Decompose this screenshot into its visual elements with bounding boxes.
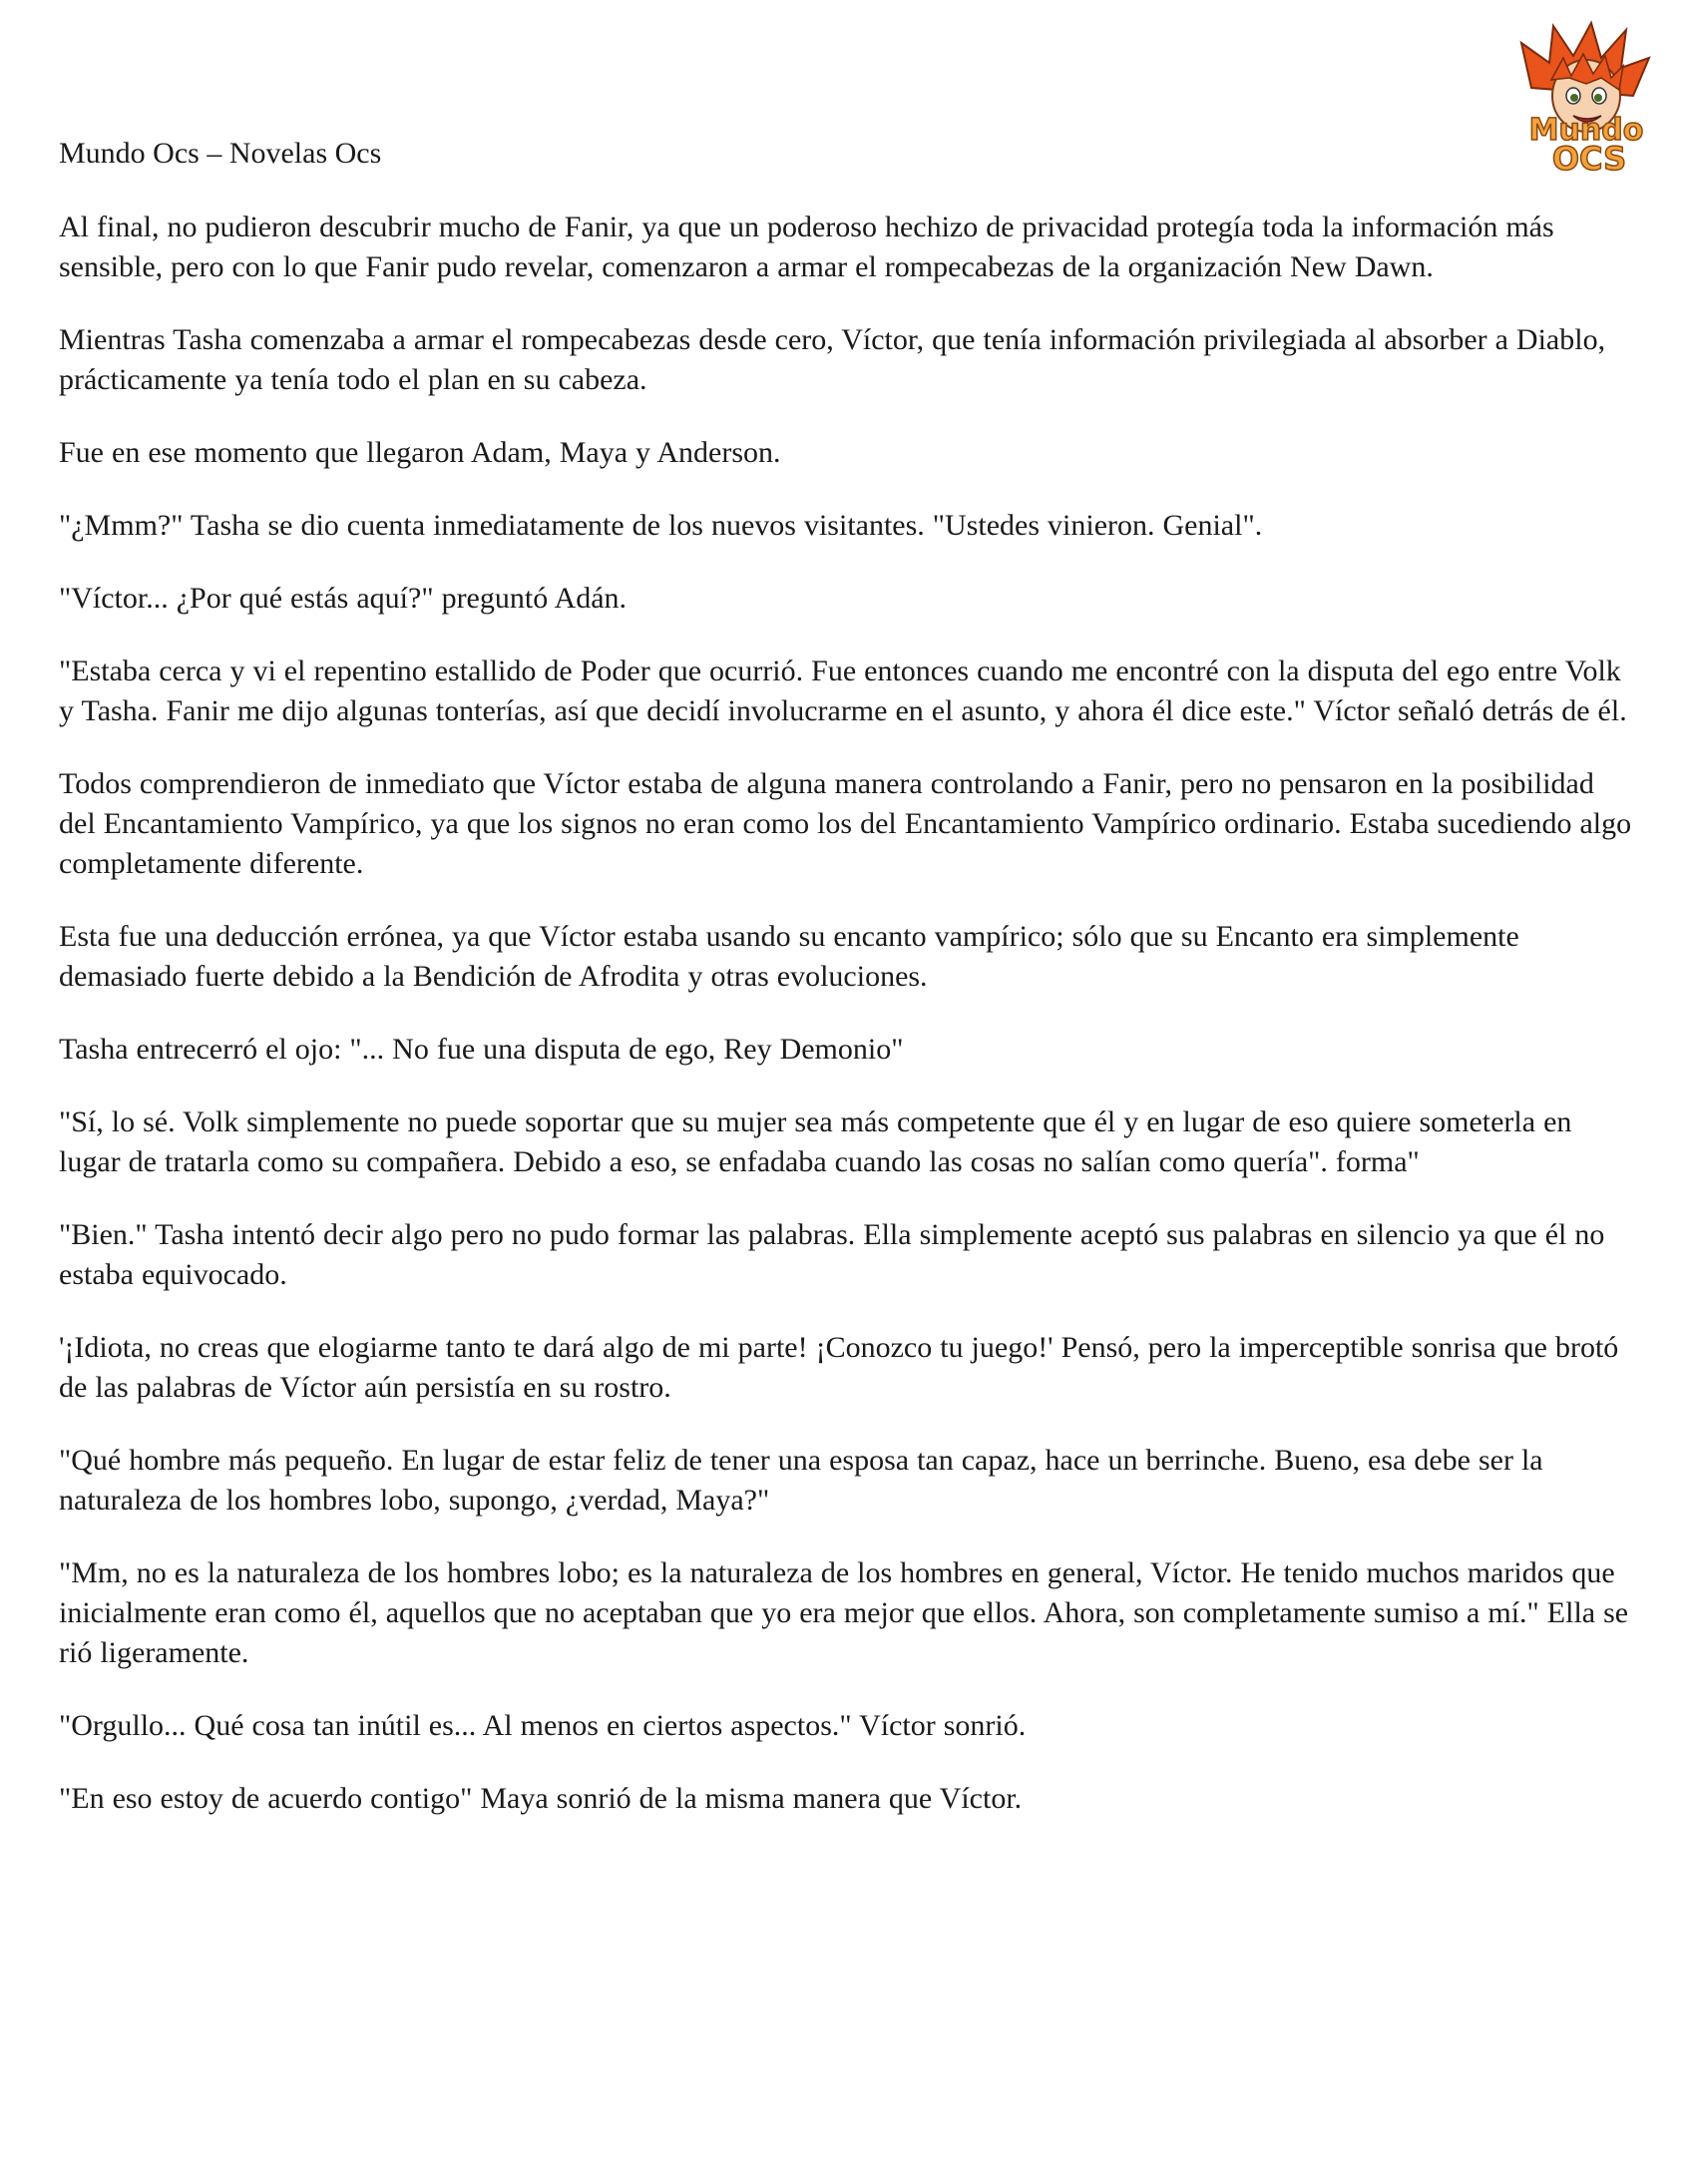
paragraph: Esta fue una deducción errónea, ya que Víctor estaba usando su encanto vampírico; sólo que su Encanto era simplemente demasiado fuerte debido a la Bendición de Afrodita y otras evoluciones.: [59, 920, 1519, 993]
paragraph: Todos comprendieron de inmediato que Víctor estaba de alguna manera controlando a Fanir, pero no pensaron en la posibilidad del Encantamiento Vampírico, ya que los signos no eran como los del Encantamiento Vampírico ordinario. Estaba sucediendo algo completamente diferente.: [59, 767, 1632, 880]
paragraph: '¡Idiota, no creas que elogiarme tanto te dará algo de mi parte! ¡Conozco tu juego!' Pensó, pero la imperceptible sonrisa que brotó de las palabras de Víctor aún persistía en su rostro.: [59, 1331, 1619, 1404]
mundo-ocs-logo: [1501, 18, 1671, 178]
paragraph: Tasha entrecerró el ojo: "... No fue una disputa de ego, Rey Demonio": [59, 1033, 904, 1066]
document-body: [59, 208, 1635, 1852]
paragraph: "¿Mmm?" Tasha se dio cuenta inmediatamente de los nuevos visitantes. "Ustedes vinieron. Genial".: [59, 509, 1263, 542]
paragraph: "Mm, no es la naturaleza de los hombres lobo; es la naturaleza de los hombres en general, Víctor. He tenido muchos maridos que inicialmente eran como él, aquellos que no aceptaban que yo era mejor que ellos. Ahora, son completamente sumiso a mí." Ella se rió ligeramente.: [59, 1556, 1629, 1669]
logo-text-line2: OCS: [1551, 140, 1627, 178]
paragraph: "Sí, lo sé. Volk simplemente no puede soportar que su mujer sea más competente que él y en lugar de eso quiere someterla en lugar de tratarla como su compañera. Debido a eso, se enfadaba cuando las cosas no salían como quería". forma": [59, 1105, 1572, 1178]
page-header: Mundo Ocs – Novelas Ocs: [59, 137, 382, 170]
paragraph: "Orgullo... Qué cosa tan inútil es... Al menos en ciertos aspectos." Víctor sonrió.: [59, 1709, 1027, 1742]
paragraph: Fue en ese momento que llegaron Adam, Maya y Anderson.: [59, 436, 781, 469]
paragraph: "Qué hombre más pequeño. En lugar de estar feliz de tener una esposa tan capaz, hace un berrinche. Bueno, esa debe ser la naturaleza de los hombres lobo, supongo, ¿verdad, Maya?": [59, 1444, 1543, 1517]
paragraph: Al final, no pudieron descubrir mucho de Fanir, ya que un poderoso hechizo de privacidad protegía toda la información más sensible, pero con lo que Fanir pudo revelar, comenzaron a armar el rompecabezas de la organización New Dawn.: [59, 211, 1554, 283]
logo-text-line1: Mundo: [1528, 113, 1644, 148]
paragraph: Mientras Tasha comenzaba a armar el rompecabezas desde cero, Víctor, que tenía información privilegiada al absorber a Diablo, prácticamente ya tenía todo el plan en su cabeza.: [59, 323, 1606, 396]
paragraph: "En eso estoy de acuerdo contigo" Maya sonrió de la misma manera que Víctor.: [59, 1782, 1023, 1815]
paragraph: "Víctor... ¿Por qué estás aquí?" preguntó Adán.: [59, 582, 628, 615]
paragraph: "Estaba cerca y vi el repentino estallido de Poder que ocurrió. Fue entonces cuando me encontré con la disputa del ego entre Volk y Tasha. Fanir me dijo algunas tonterías, así que decidí involucrarme en el asunto, y ahora él dice este." Víctor señaló detrás de él.: [59, 655, 1627, 727]
paragraph: "Bien." Tasha intentó decir algo pero no pudo formar las palabras. Ella simplemente aceptó sus palabras en silencio ya que él no estaba equivocado.: [59, 1218, 1605, 1291]
